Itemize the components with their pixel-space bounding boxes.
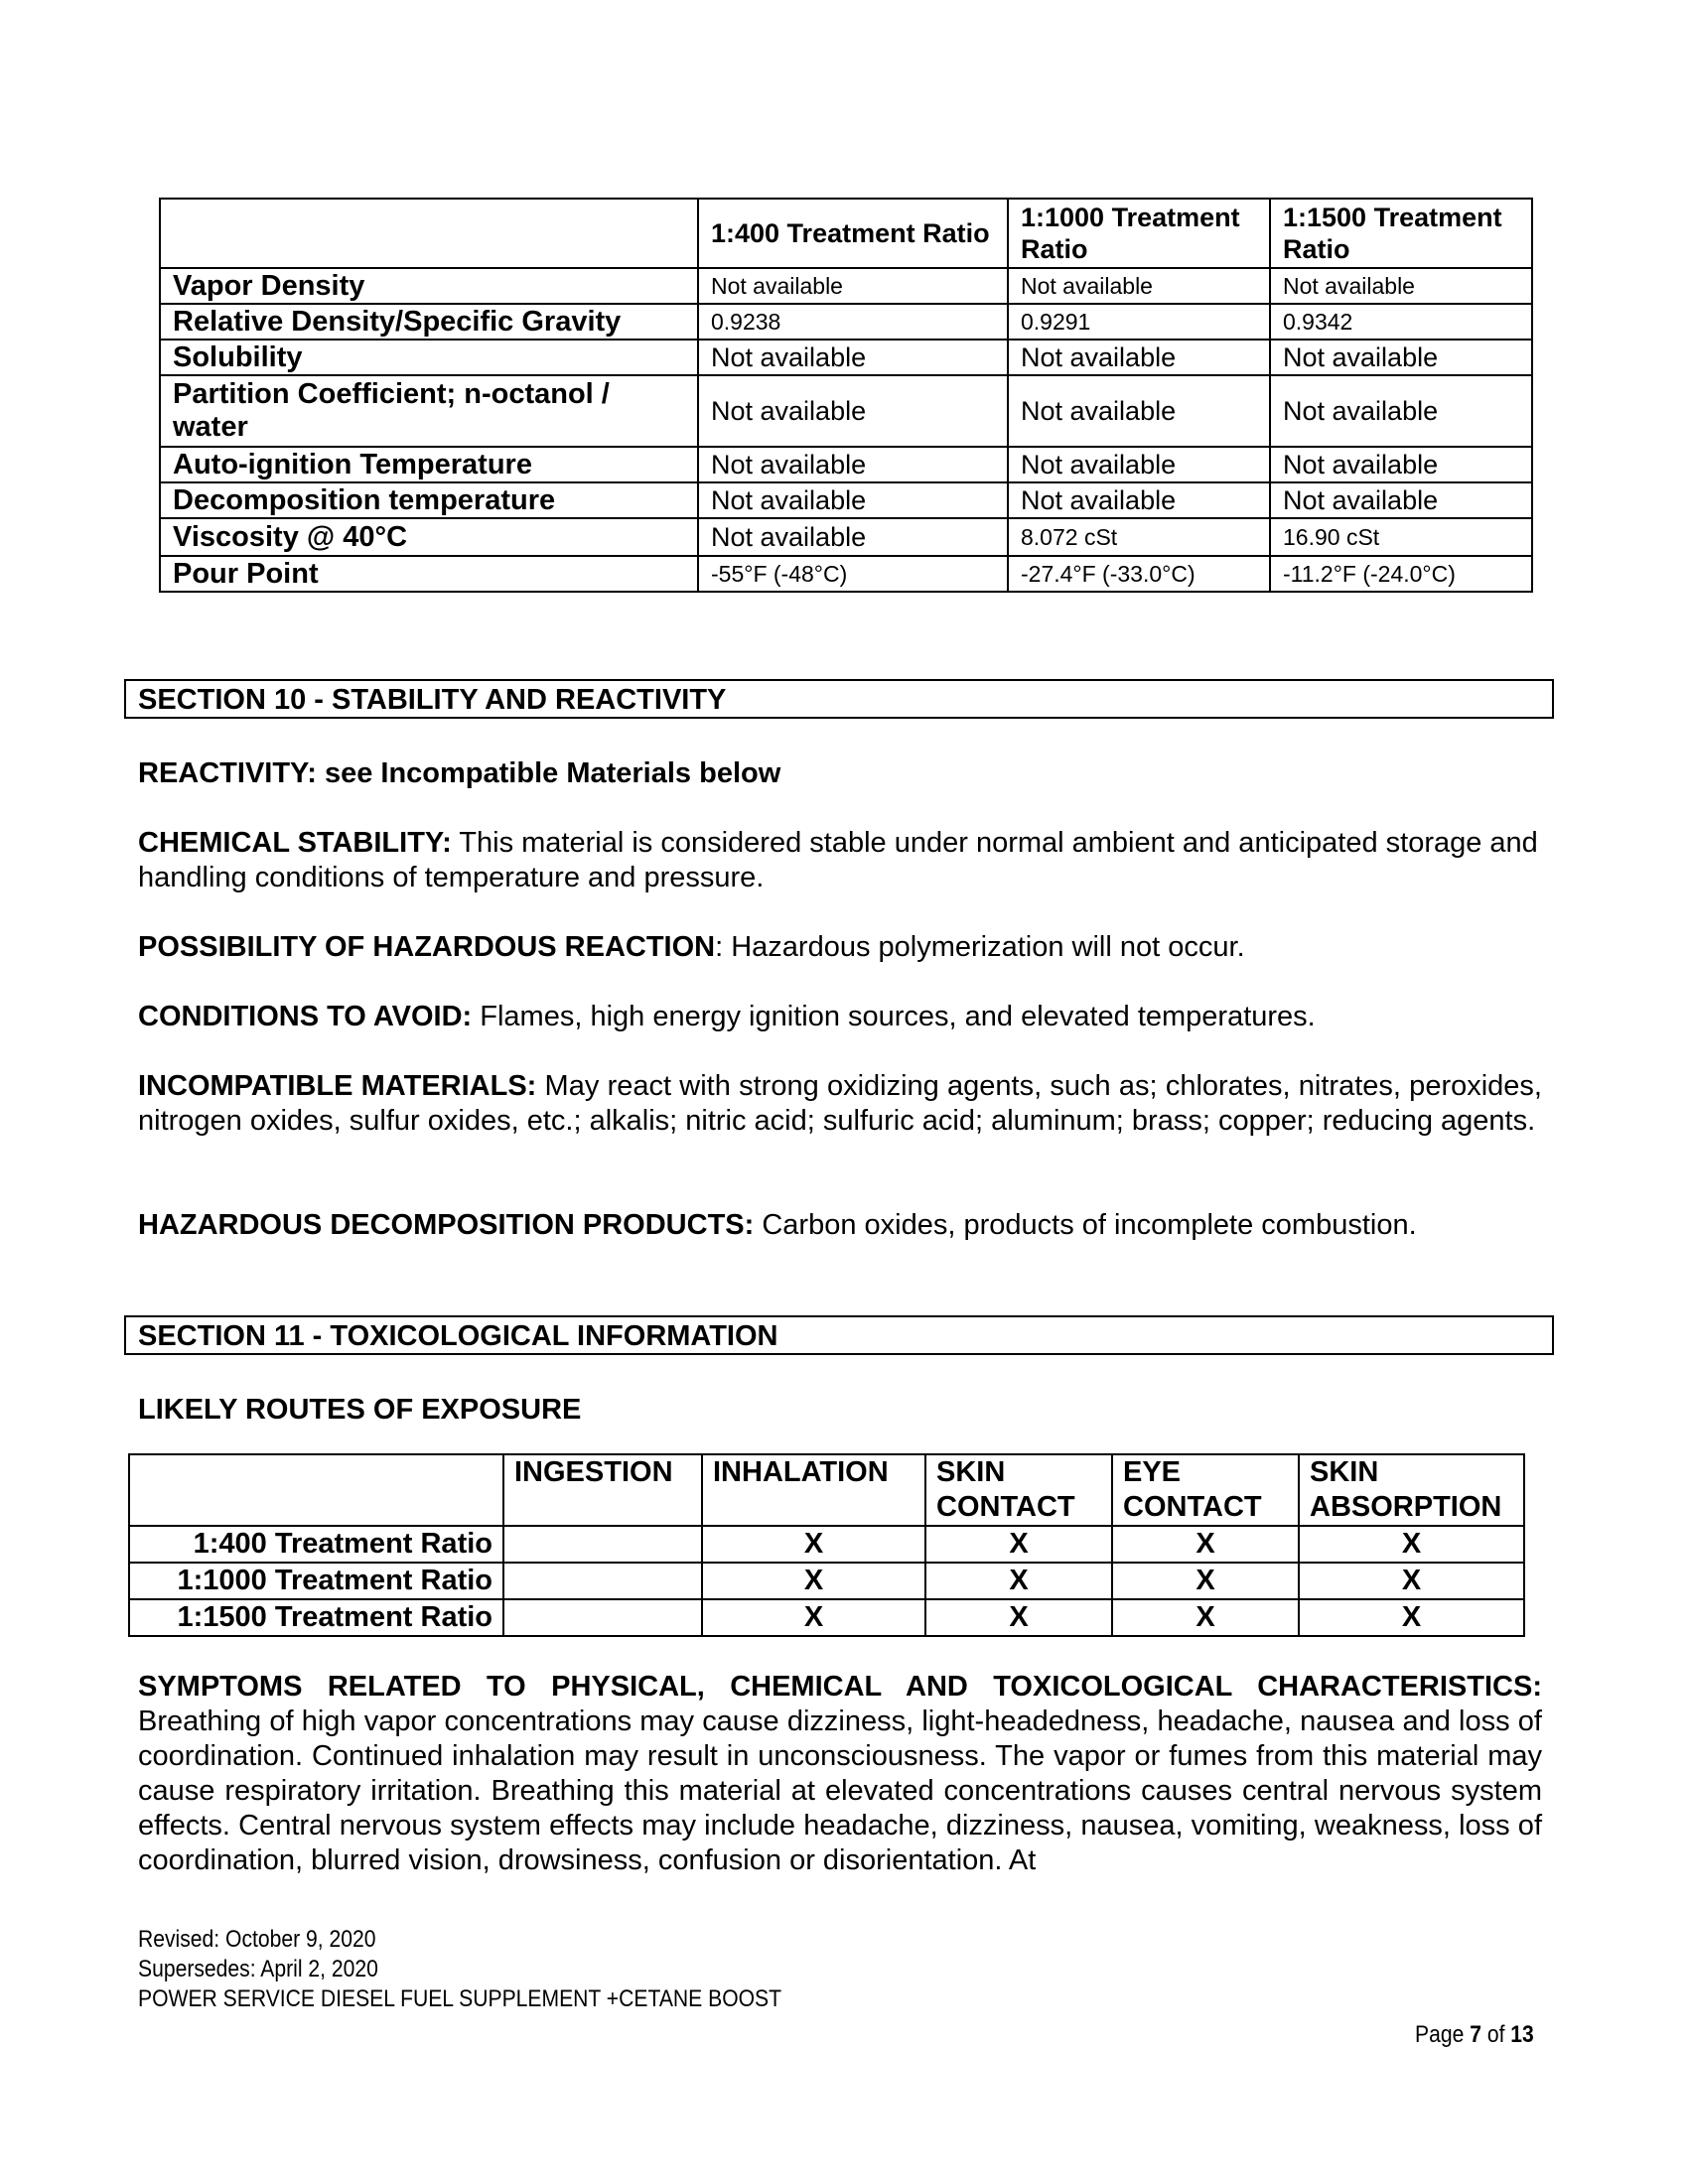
cell-value: Not available bbox=[698, 447, 1008, 482]
incompatible-materials-text: May react with strong oxidizing agents, such as; chlorates, nitrates, peroxides, nitrogen oxides, sulfur oxides, etc.; alkalis; nitric acid; sulfuric acid; aluminum; brass; copper; reducing agents. bbox=[138, 1070, 1542, 1137]
symptoms-paragraph bbox=[138, 1670, 1542, 1878]
page-of: of bbox=[1480, 2021, 1511, 2048]
table-row bbox=[160, 375, 1532, 447]
table-row bbox=[129, 1563, 1524, 1599]
table-row bbox=[160, 304, 1532, 340]
incompatible-materials-paragraph bbox=[138, 1069, 1542, 1139]
header-cell-empty bbox=[129, 1454, 503, 1526]
table-row bbox=[160, 482, 1532, 518]
decomposition-products-paragraph bbox=[138, 1208, 1542, 1243]
cell-skin-absorption: X bbox=[1299, 1599, 1524, 1636]
hazardous-reaction-label: POSSIBILITY OF HAZARDOUS REACTION bbox=[138, 931, 716, 963]
footer-revised bbox=[138, 1925, 408, 1955]
row-label: 1:400 Treatment Ratio bbox=[129, 1526, 503, 1563]
header-cell-skin-absorption: SKIN ABSORPTION bbox=[1299, 1454, 1524, 1526]
row-label: 1:1500 Treatment Ratio bbox=[129, 1599, 503, 1636]
cell-value: 0.9291 bbox=[1008, 304, 1270, 340]
cell-value: Not available bbox=[1270, 447, 1532, 482]
cell-inhalation: X bbox=[702, 1599, 925, 1636]
routes-of-exposure-title: LIKELY ROUTES OF EXPOSURE bbox=[138, 1394, 582, 1426]
section-10-header: SECTION 10 - STABILITY AND REACTIVITY bbox=[124, 679, 1554, 719]
header-cell-1-1000: 1:1000 Treatment Ratio bbox=[1008, 199, 1270, 268]
symptoms-text: Breathing of high vapor concentrations may cause dizziness, light-headedness, headache, nausea and loss of coordination. Continued inhalation may result in unconsciousness. The vapor or fumes from this material may cause respiratory irritation. Breathing this material at elevated concentrations causes central nervous system effects. Central nervous system effects may include headache, dizziness, nausea, vomiting, weakness, loss of coordination, blurred vision, drowsiness, confusion or disorientation. At bbox=[138, 1706, 1542, 1876]
cell-value: Not available bbox=[1008, 340, 1270, 375]
cell-value: Not available bbox=[1008, 447, 1270, 482]
cell-value: 8.072 cSt bbox=[1008, 518, 1270, 556]
reactivity-label: REACTIVITY: see Incompatible Materials below bbox=[138, 757, 781, 789]
cell-inhalation: X bbox=[702, 1563, 925, 1599]
table-row bbox=[160, 447, 1532, 482]
table-row bbox=[160, 268, 1532, 304]
reactivity-paragraph bbox=[138, 756, 1542, 791]
cell-value: Not available bbox=[1270, 268, 1532, 304]
table-header-row bbox=[129, 1454, 1524, 1526]
exposure-routes-table bbox=[128, 1453, 1525, 1637]
hazardous-reaction-paragraph bbox=[138, 930, 1542, 965]
physical-properties-table bbox=[159, 198, 1533, 593]
footer-product bbox=[138, 1984, 869, 2014]
row-label: Partition Coefficient; n-octanol / water bbox=[160, 375, 698, 447]
supersedes-text: Supersedes: April 2, 2020 bbox=[138, 1956, 378, 1982]
cell-value: Not available bbox=[1008, 482, 1270, 518]
table-row bbox=[160, 518, 1532, 556]
cell-value: Not available bbox=[698, 268, 1008, 304]
cell-value: -11.2°F (-24.0°C) bbox=[1270, 556, 1532, 592]
cell-value: Not available bbox=[1008, 375, 1270, 447]
table-row bbox=[160, 340, 1532, 375]
cell-skin-absorption: X bbox=[1299, 1526, 1524, 1563]
chemical-stability-label: CHEMICAL STABILITY: bbox=[138, 827, 452, 859]
conditions-to-avoid-text: Flames, high energy ignition sources, and elevated temperatures. bbox=[472, 1001, 1316, 1032]
page-prefix: Page bbox=[1415, 2021, 1471, 2048]
header-cell-1-1500: 1:1500 Treatment Ratio bbox=[1270, 199, 1532, 268]
footer-supersedes bbox=[138, 1955, 411, 1984]
cell-value: Not available bbox=[1008, 268, 1270, 304]
revised-text: Revised: October 9, 2020 bbox=[138, 1926, 376, 1953]
row-label: Viscosity @ 40°C bbox=[160, 518, 698, 556]
chemical-stability-text: This material is considered stable under normal ambient and anticipated storage and handling conditions of temperature and pressure. bbox=[138, 827, 1538, 893]
cell-value: -55°F (-48°C) bbox=[698, 556, 1008, 592]
cell-value: Not available bbox=[698, 518, 1008, 556]
cell-value: 0.9342 bbox=[1270, 304, 1532, 340]
row-label: Pour Point bbox=[160, 556, 698, 592]
header-cell-ingestion: INGESTION bbox=[503, 1454, 702, 1526]
row-label: Decomposition temperature bbox=[160, 482, 698, 518]
row-label: Relative Density/Specific Gravity bbox=[160, 304, 698, 340]
cell-ingestion bbox=[503, 1526, 702, 1563]
row-label: Solubility bbox=[160, 340, 698, 375]
page-number bbox=[1415, 2020, 1550, 2050]
cell-value: Not available bbox=[1270, 482, 1532, 518]
incompatible-materials-label: INCOMPATIBLE MATERIALS: bbox=[138, 1070, 537, 1102]
cell-eye-contact: X bbox=[1112, 1526, 1299, 1563]
decomposition-products-text: Carbon oxides, products of incomplete combustion. bbox=[754, 1209, 1417, 1241]
row-label: Vapor Density bbox=[160, 268, 698, 304]
conditions-to-avoid-label: CONDITIONS TO AVOID: bbox=[138, 1001, 473, 1032]
cell-skin-contact: X bbox=[925, 1599, 1112, 1636]
header-cell-eye-contact: EYE CONTACT bbox=[1112, 1454, 1299, 1526]
cell-inhalation: X bbox=[702, 1526, 925, 1563]
chemical-stability-paragraph bbox=[138, 826, 1542, 895]
cell-eye-contact: X bbox=[1112, 1563, 1299, 1599]
header-cell-empty bbox=[160, 199, 698, 268]
cell-skin-contact: X bbox=[925, 1563, 1112, 1599]
symptoms-label: SYMPTOMS RELATED TO PHYSICAL, CHEMICAL AND TOXICOLOGICAL CHARACTERISTICS: bbox=[138, 1671, 1542, 1703]
cell-value: 16.90 cSt bbox=[1270, 518, 1532, 556]
table-header-row bbox=[160, 199, 1532, 268]
cell-value: -27.4°F (-33.0°C) bbox=[1008, 556, 1270, 592]
cell-skin-absorption: X bbox=[1299, 1563, 1524, 1599]
cell-value: Not available bbox=[698, 482, 1008, 518]
hazardous-reaction-text: : Hazardous polymerization will not occur. bbox=[715, 931, 1245, 963]
decomposition-products-label: HAZARDOUS DECOMPOSITION PRODUCTS: bbox=[138, 1209, 755, 1241]
product-text: POWER SERVICE DIESEL FUEL SUPPLEMENT +CETANE BOOST bbox=[138, 1985, 782, 2012]
cell-value: Not available bbox=[698, 340, 1008, 375]
cell-ingestion bbox=[503, 1563, 702, 1599]
cell-value: 0.9238 bbox=[698, 304, 1008, 340]
cell-value: Not available bbox=[698, 375, 1008, 447]
header-cell-skin-contact: SKIN CONTACT bbox=[925, 1454, 1112, 1526]
cell-value: Not available bbox=[1270, 375, 1532, 447]
page-current: 7 bbox=[1470, 2021, 1481, 2048]
cell-skin-contact: X bbox=[925, 1526, 1112, 1563]
cell-ingestion bbox=[503, 1599, 702, 1636]
header-cell-inhalation: INHALATION bbox=[702, 1454, 925, 1526]
table-row bbox=[160, 556, 1532, 592]
cell-eye-contact: X bbox=[1112, 1599, 1299, 1636]
cell-value: Not available bbox=[1270, 340, 1532, 375]
row-label: 1:1000 Treatment Ratio bbox=[129, 1563, 503, 1599]
section-11-header: SECTION 11 - TOXICOLOGICAL INFORMATION bbox=[124, 1315, 1554, 1355]
header-cell-1-400: 1:400 Treatment Ratio bbox=[698, 199, 1008, 268]
page-total: 13 bbox=[1510, 2021, 1534, 2048]
table-row bbox=[129, 1599, 1524, 1636]
conditions-to-avoid-paragraph bbox=[138, 1000, 1542, 1034]
row-label: Auto-ignition Temperature bbox=[160, 447, 698, 482]
table-row bbox=[129, 1526, 1524, 1563]
